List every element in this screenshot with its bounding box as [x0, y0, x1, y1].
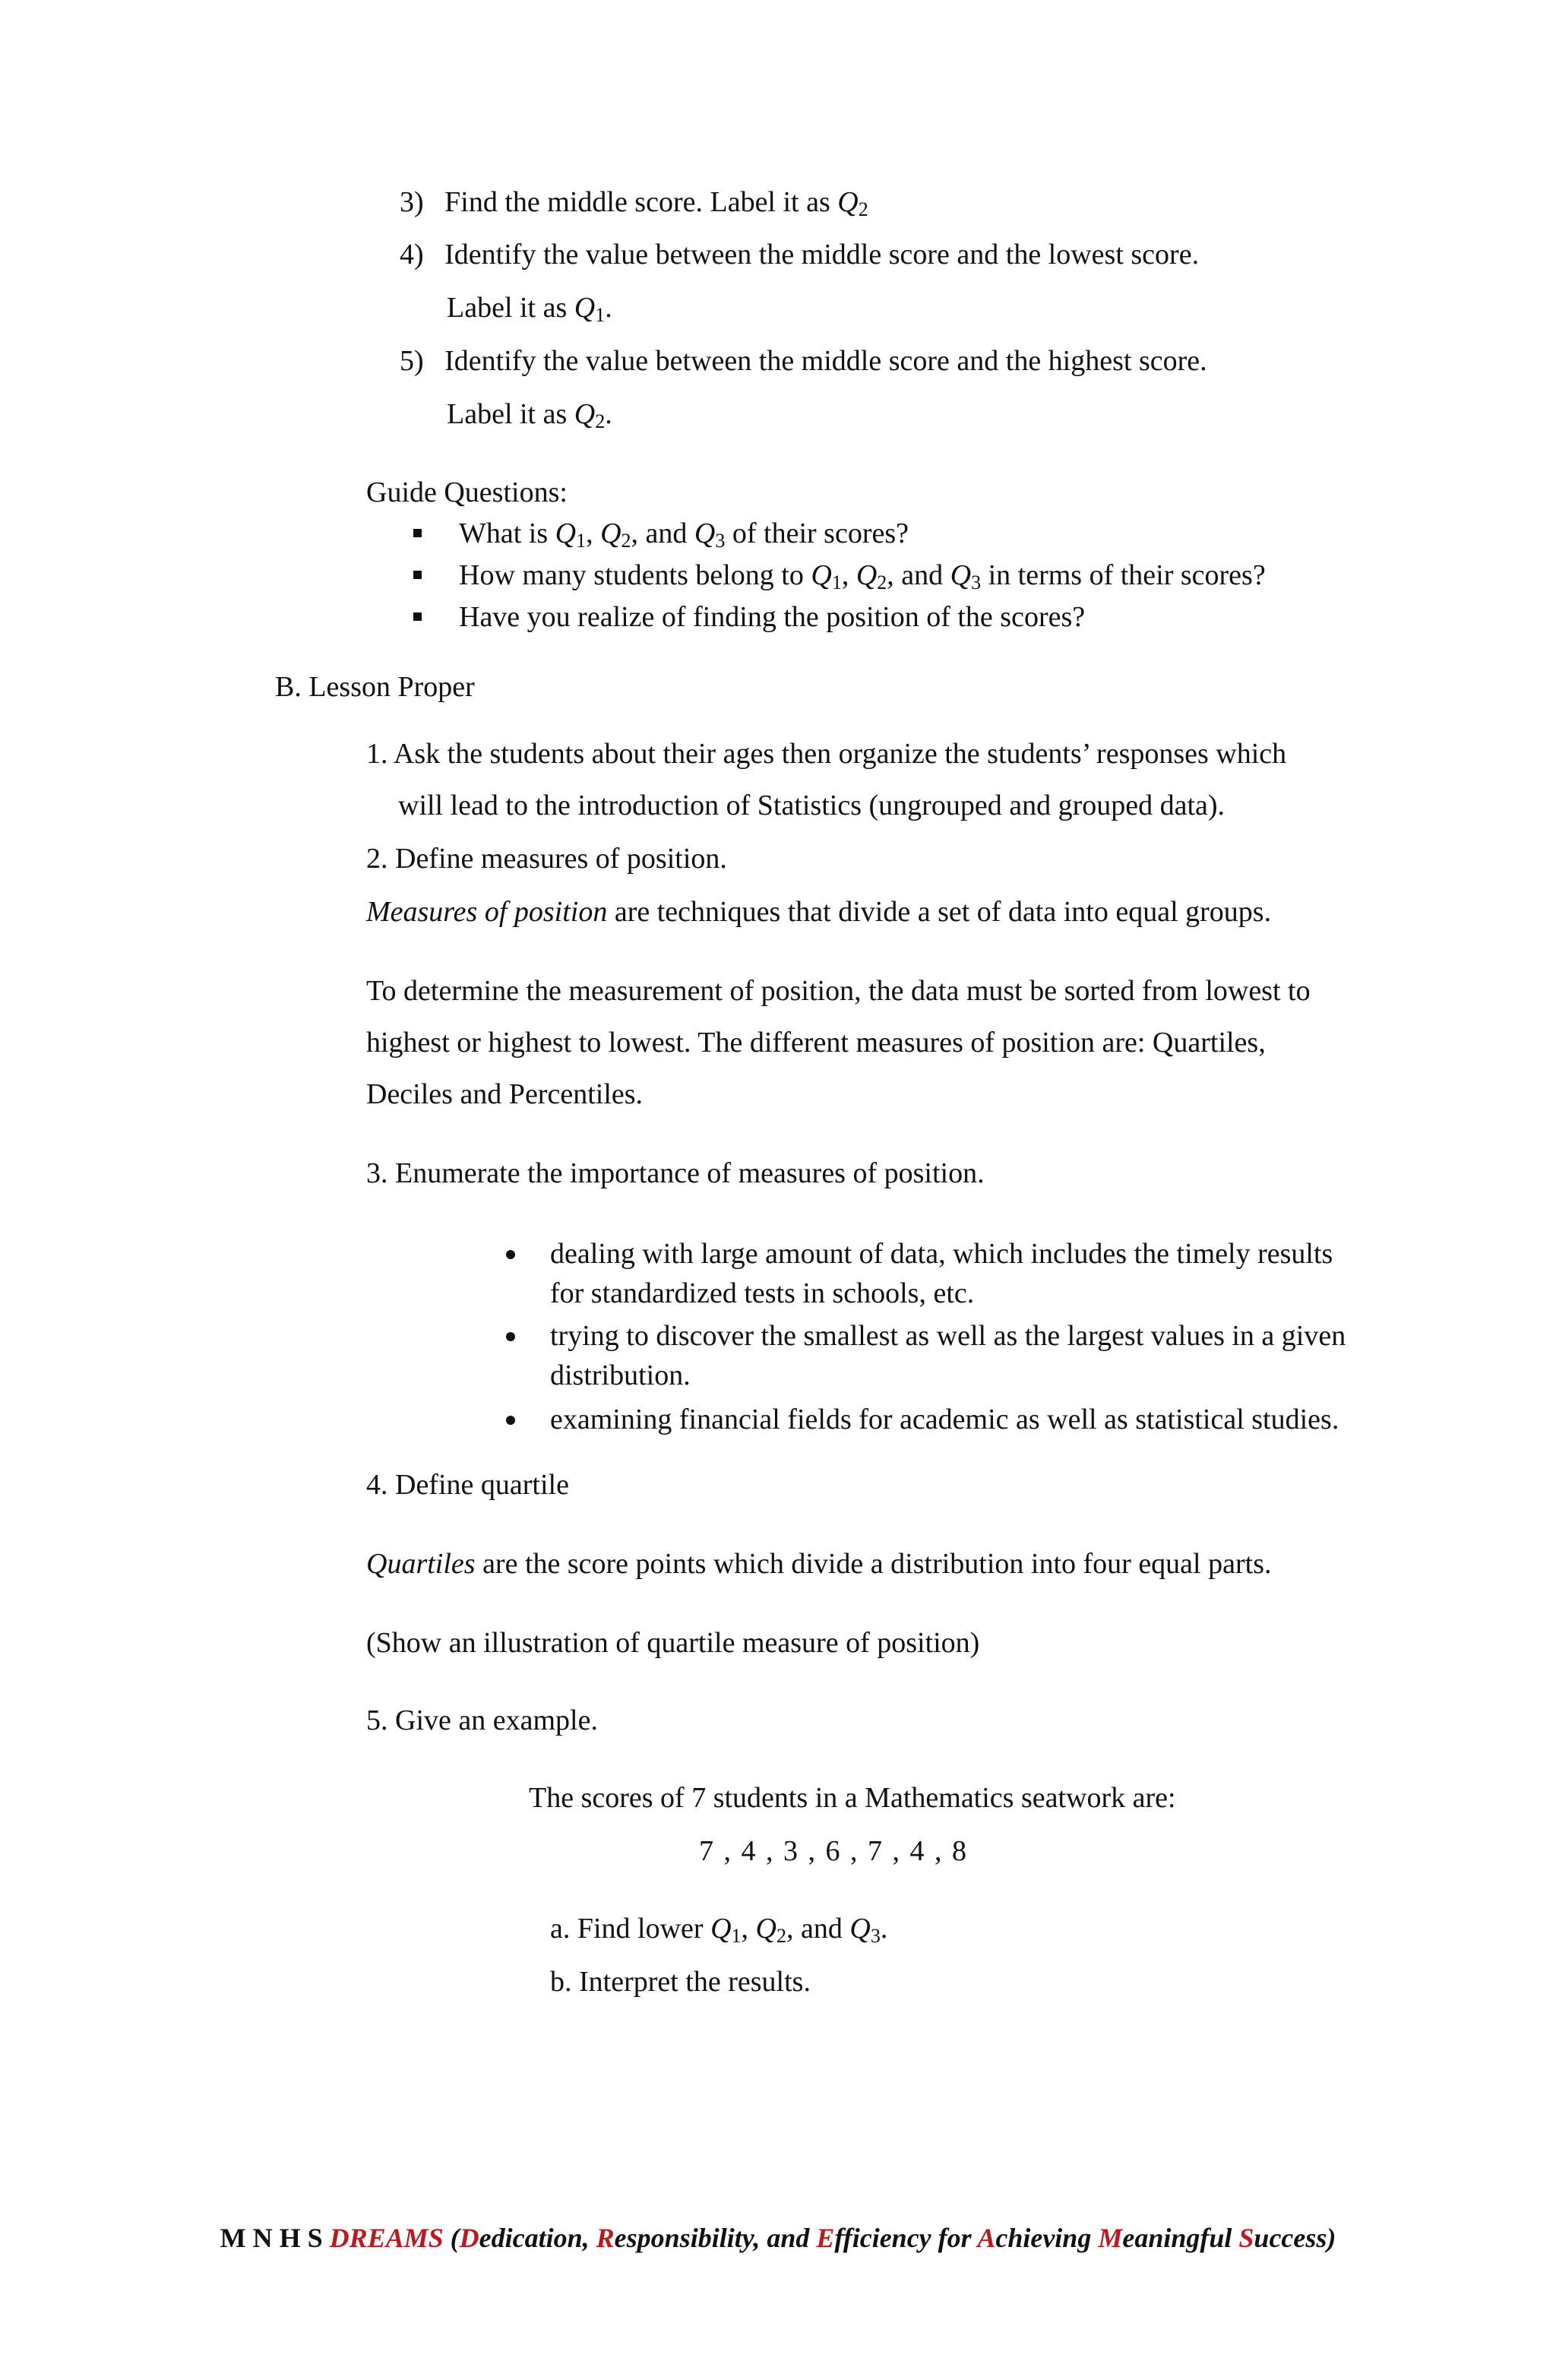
guide-question-2: How many students belong to $Q_1$, $Q_2$, and $Q_3$ in terms of their scores? [459, 559, 1266, 593]
guide-question-1: What is $Q_1$, $Q_2$, and $Q_3$ of their scores? [459, 517, 909, 552]
square-bullet-icon [413, 571, 422, 579]
lesson-item-1: 1. Ask the students about their ages then organize the students’ responses which [366, 738, 1287, 770]
paragraph-line: To determine the measurement of position, the data must be sorted from lowest to [366, 975, 1311, 1007]
example-intro: The scores of 7 students in a Mathematics seatwork are: [529, 1782, 1176, 1814]
step-3: 3) Find the middle score. Label it as $Q_2$ [400, 186, 868, 220]
q2-symbol: $Q_2$ [574, 398, 606, 432]
paragraph-line: highest or highest to lowest. The different measures of position are: Quartiles, [366, 1027, 1266, 1059]
q2-symbol: $Q_2$ [837, 186, 868, 220]
step-5: 5) Identify the value between the middle score and the highest score. [400, 345, 1207, 377]
importance-item-2: trying to discover the smallest as well as the largest values in a given [550, 1320, 1346, 1352]
task-b: b. Interpret the results. [550, 1966, 811, 1998]
task-a: a. Find lower $Q_1$, $Q_2$, and $Q_3$. [550, 1913, 888, 1947]
step-4: 4) Identify the value between the middle score and the lowest score. [400, 239, 1200, 271]
importance-item-2-continued: distribution. [550, 1359, 691, 1391]
section-heading: B. Lesson Proper [275, 671, 475, 703]
importance-item-1-continued: for standardized tests in schools, etc. [550, 1277, 975, 1309]
step-5-continued: Label it as $Q_2$. [447, 398, 612, 432]
lesson-item-4: 4. Define quartile [366, 1469, 569, 1501]
importance-item-3: examining financial fields for academic as well as statistical studies. [550, 1404, 1339, 1435]
round-bullet-icon [506, 1416, 515, 1425]
square-bullet-icon [413, 529, 422, 537]
lesson-item-1-continued: will lead to the introduction of Statistics (ungrouped and grouped data). [398, 790, 1226, 821]
illustration-note: (Show an illustration of quartile measure of position) [366, 1627, 980, 1659]
measures-definition: Measures of position are techniques that divide a set of data into equal groups. [366, 896, 1272, 928]
lesson-item-3: 3. Enumerate the importance of measures of position. [366, 1157, 985, 1189]
lesson-item-2: 2. Define measures of position. [366, 843, 727, 875]
round-bullet-icon [506, 1332, 515, 1341]
square-bullet-icon [413, 612, 422, 621]
paragraph-line: Deciles and Percentiles. [366, 1078, 644, 1110]
example-scores: 7 , 4 , 3 , 6 , 7 , 4 , 8 [699, 1835, 966, 1867]
step-4-continued: Label it as $Q_1$. [447, 292, 612, 326]
guide-heading: Guide Questions: [366, 476, 568, 508]
lesson-item-5: 5. Give an example. [366, 1704, 598, 1736]
q1-symbol: $Q_1$ [574, 292, 606, 326]
footer-motto: M N H S DREAMS (Dedication, Responsibility, and Efficiency for Achieving Meaningful Success) [220, 2223, 1336, 2253]
round-bullet-icon [506, 1250, 515, 1259]
importance-item-1: dealing with large amount of data, which includes the timely results [550, 1238, 1333, 1270]
guide-question-3: Have you realize of finding the position of the scores? [459, 601, 1086, 633]
quartiles-definition: Quartiles are the score points which divide a distribution into four equal parts. [366, 1548, 1272, 1580]
